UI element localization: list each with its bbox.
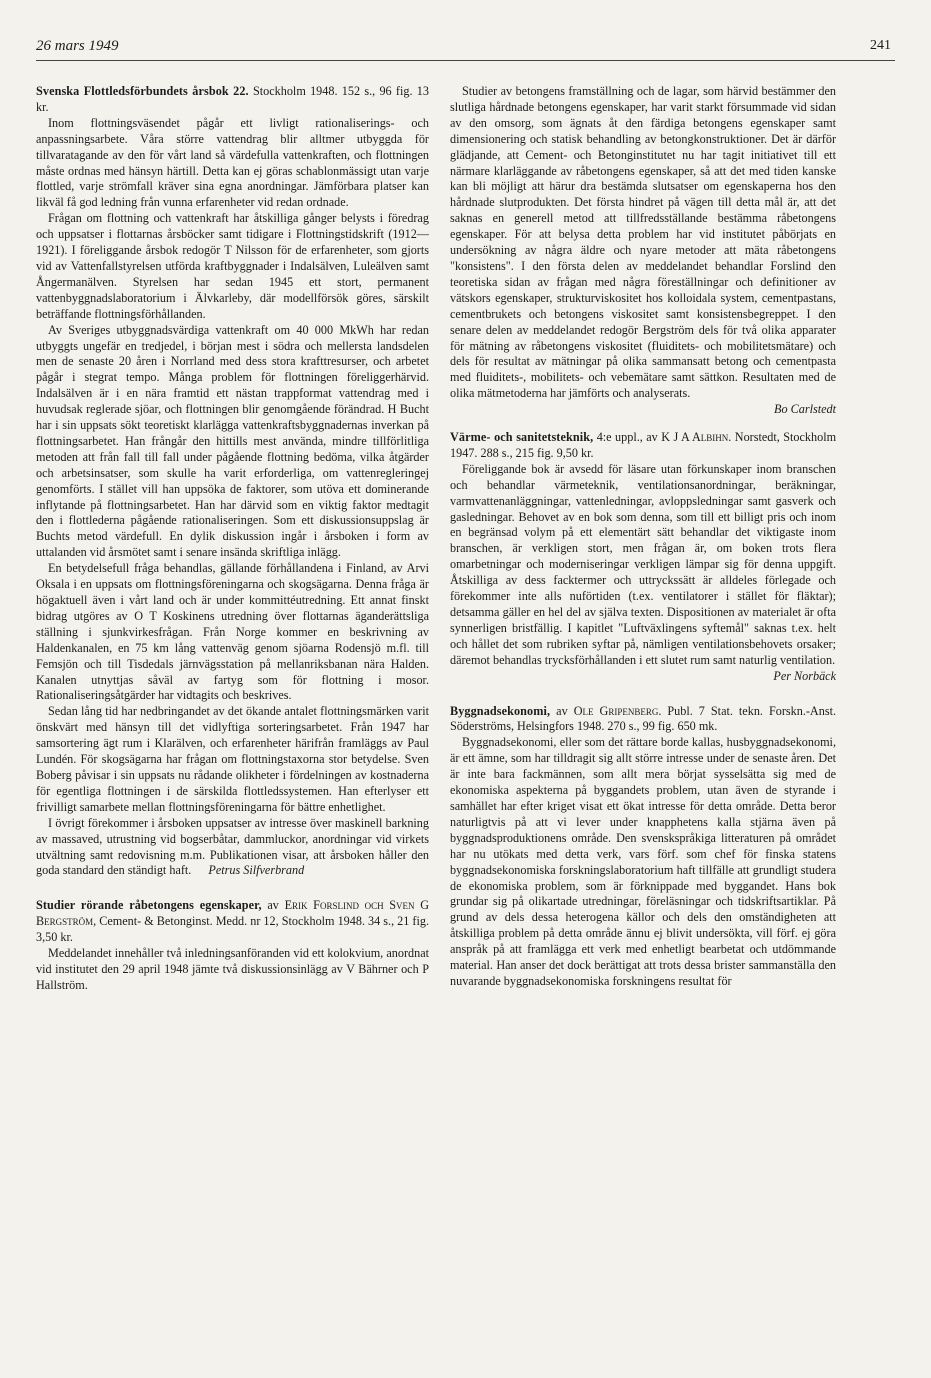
review-paragraph bbox=[36, 816, 429, 880]
issue-date: 26 mars 1949 bbox=[36, 38, 119, 54]
review-citation: Stockholm 1948. 152 s., 96 fig. 13 kr. bbox=[36, 84, 429, 114]
review-heading bbox=[450, 430, 836, 462]
review-title: Svenska Flottledsförbundets årsbok 22. bbox=[36, 84, 249, 98]
review-citation: Norstedt, Stockholm 1947. 288 s., 215 fig. 9,50 kr. bbox=[450, 430, 837, 460]
review-authors: Ole Gripenberg. bbox=[573, 703, 662, 718]
review-paragraph: Studier av betongens framställning och de lagar, som härvid bestämmer den slutliga hårdnade betongens egenskaper, har varit starkt försummade vid sidan av den omsorg, som ägnats åt den färdiga betongens egenskaper samt dimensionering och statisk behandling av betongkonstruktioner. Det är därför glädjande, att Cement- och Betonginstitutet nu har tagit initiativet till ett närmare klarläggande av råbetongens egenskaper, så att det med tiden kanske kan bli möjligt att härur dra bestämda slutsatser om egenskaperna hos den hårdnade slutprodukten. Det första hindret på vägen till detta mål är, att det saknas en generell metod att tillfredsställande bestämma råbetongens egenskaper. För att belysa detta problem har vid institutet påbörjats en undersökning av några äldre och nyare metoder att mäta råbetongens "konsistens". I den första delen av meddelandet behandlar Forslind den teoretiska sidan av frågan med några föreställningar och definitioner av vätskors egenskaper, strukturviskositet hos kolloidala system, cementpastans, cementbrukets och betongens viskositet samt konsistensbegreppet. I den senare delen av meddelandet redogör Bergström dels för två olika apparater för mätning av råbetongens viskositet (fluiditets- och mobilitetsmätare) och dels för resultat av mätningar på olika sammansatt betong och cementpasta med fluiditets-, mobilitets- och vebemätare samt sättkon. Resultaten med de olika mätmetoderna har jämförts och analyserats. bbox=[450, 84, 836, 401]
running-header bbox=[36, 36, 895, 61]
right-column bbox=[450, 84, 836, 990]
review-paragraph: Frågan om flottning och vattenkraft har åtskilliga gånger belysts i föredrag och uppsatser i flottarnas årsböcker samt tidigare i Flottningstidskrift (1912—1921). I föreliggande årsbok redogör T Nilsson för de erfarenheter, som gjorts vid av Vattenfallstyrelsen utförda kraftbyggnader i Indalsälven, Luleälven samt Ångermanälven. Styrelsen har sedan 1945 ett stort, permanent vattenbyggnadslaboratorium i Älvkarleby, där modellförsök göres, särskilt beträffande flottningsförhållanden. bbox=[36, 211, 429, 321]
signature-line bbox=[450, 669, 836, 685]
review-paragraph: En betydelsefull fråga behandlas, gällande förhållandena i Finland, av Arvi Oksala i en uppsats om flottningsföreningarna och skogsägarna. Denna fråga är högaktuell även i vårt land och är under kommittéutredning. Ett annat finskt bidrag utgöres av O T Koskinens utredning över flottarnas äganderättsliga ställning i sjunkvirkesfrågan. Från Norge kommer en beskrivning av Haldenkanalen, en 75 km lång vattenväg genom sjöarna Rodensjö m.fl. till Femsjön och till Tisdedals järnvägsstation på mellanriksbanan nära Halden. Kanalen utnyttjas såväl av fartyg som för flottning i mosor. Rationaliseringsåtgärder har vidtagits och beskrives. bbox=[36, 561, 429, 703]
review-heading bbox=[450, 704, 836, 736]
review-title: Byggnadsekonomi, bbox=[450, 703, 551, 718]
signature-line bbox=[450, 402, 836, 418]
review-heading bbox=[36, 84, 429, 116]
review-paragraph: Sedan lång tid har nedbringandet av det ökande antalet flottningsmärken varit önskvärt med hänsyn till det vidlyftiga sorteringsarbetet. Från 1947 har samsortering ägt rum i Klarälven, och erfarenheter härifrån framläggs av Paul Lundén. För skogsägarna har frågan om flottningstaxorna stor betydelse. Sven Boberg påvisar i sin uppsats nu rådande olikheter i fördelningen av kostnaderna för egentliga flottningen i de särskilda flottledssystemen. Han efterlyser ett frivilligt samarbete mellan flottningsföreningarna för bättre enhetlighet. bbox=[36, 704, 429, 814]
page-number: 241 bbox=[870, 38, 891, 53]
review-citation-prefix: av bbox=[556, 703, 568, 718]
review-paragraph: Inom flottningsväsendet pågår ett livligt rationaliserings- och anpassningsarbete. Våra större vattendrag blir alltmer utbyggda för tillvaratagande av den för vårt land så värdefulla vattenkraften, och flottningen måste ordnas med hänsyn härtill. Detta kan ej göras schablonmässigt utan varje flottled, varje strömfall kräver sina egna anordningar. Jämförbara platser kan likväl få god ledning från vunna erfarenheter vid redan ordnade. bbox=[36, 115, 429, 210]
review-paragraph: Byggnadsekonomi, eller som det rättare borde kallas, husbyggnadsekonomi, är ett ämne, som har tilldragit sig allt större intresse under de senaste åren. Det är inte bara fackmännen, som allt mera börjat sysselsätta sig med de ekonomiska aspekterna på byggandets problem, utan även de styrande i samhället har efter kriget visat ett ökat intresse för detta område. Detta beror naturligtvis på att vi lever under knapphetens kalla stjärna även på byggnadsproduktionens område. Den svenskspråkiga litteraturen på området har nu utökats med detta verk, vars förf. som chef för finska statens byggnadsekonomiska forskningslaboratorium haft tillfälle att grundligt studera de ekonomiska problem, som är förknippade med byggandet. Hans bok grundar sig på olikartade utredningar, föreläsningar och tidskriftsartiklar. På grund av dels dessa heterogena källor och dels den omständigheten att åtskilliga problem på detta område ännu ej blivit undersökta, vill förf. ej göra anspråk på att framlägga ett verk med enhetligt bearbetat och utdömmande material. Han anser det dock berättigat att trots dessa brister sammanställa den nuvarande byggnadsekonomiska forskningens resultat för bbox=[450, 735, 836, 988]
reviewer-signature: Petrus Silfverbrand bbox=[208, 863, 305, 878]
review-title: Värme- och sanitetsteknik, bbox=[450, 430, 594, 445]
review-heading bbox=[36, 898, 429, 946]
review-citation-prefix: 4:e uppl., av bbox=[596, 430, 658, 445]
review-citation: Publ. 7 Stat. tekn. Forskn.-Anst. Söderströms, Helsingfors 1948. 270 s., 99 fig. 650 mk. bbox=[450, 703, 837, 734]
review-authors: Erik Forslind och Sven G Bergström, bbox=[36, 898, 430, 929]
review-paragraph: Föreliggande bok är avsedd för läsare utan förkunskaper inom branschen och behandlar värmeteknik, ventilationsanordningar, beräkningar, varmvattenanläggningar, vattenledningar, avloppsledningar samt gasverk och gasledningar. Behovet av en bok som denna, som till ett billigt pris och inom en begränsad volym på ett elementärt sätt behandlar det viktigaste inom branschen, är verkligen stort, men frågan är, om boken trots flera omarbetningar och moderniseringar verkligen lämpar sig för denna uppgift. Åtskilliga av dess facktermer och uttryckssätt är alldeles förlegade och förekommer inte alls nuförtiden (t.ex. ventilatorer i stället för fläktar); detsamma gäller en hel del av själva texten. Dispositionen av materialet är ofta synnerligen bristfällig. I kapitlet "Luftväxlingens syftemål" saknas t.ex. helt och hållet det som rubriken syftar på, nämligen ventilationsbehovets orsaker; däremot behandlas trycksförhållanden i ett slutet rum samt naturlig ventilation. bbox=[450, 461, 836, 667]
review-citation: Cement- & Betonginst. Medd. nr 12, Stockholm 1948. 34 s., 21 fig. 3,50 kr. bbox=[36, 914, 430, 945]
review-paragraph-text: I övrigt förekommer i årsboken uppsatser av intresse över maskinell barkning av massaved, utrustning vid bogserbåtar, dammluckor, anordningar vid virkets utvältning samt redovisning m.m. Publikationen visar, att årsboken håller den goda standard den ständigt haft. bbox=[36, 815, 429, 878]
left-column bbox=[36, 84, 429, 994]
review-title: Studier rörande råbetongens egenskaper, bbox=[36, 898, 262, 913]
review-paragraph: Meddelandet innehåller två inledningsanföranden vid ett kolokvium, anordnat vid institutet den 29 april 1948 jämte två diskussionsinlägg av V Bährner och P Hallström. bbox=[36, 946, 429, 992]
review-paragraph: Av Sveriges utbyggnadsvärdiga vattenkraft om 40 000 MkWh har redan utbyggts ungefär en tredjedel, i början mest i södra och mellersta landsdelen men de senaste 20 åren i Norrland med dess stora krafttresurser, och arbetet pågår i stegrat tempo. Många problem för flottningen föreliggerhärvid. Indalsälven är i en nära framtid ett nästan trappformat vattendrag med i huvudsak reglerade sjöar, och flottningen blir genomgående förändrad. H Bucht har i sin uppsats sökt teoretiskt klarlägga vattenkraftsbyggnadernas inverkan på flottningsarbetet. Han frångår den hittills mest använda, mindre tillförlitliga metoden att från fall till fall under pågående flottning bedöma, vilka åtgärder och arbetsinsatser, som skulle ha varit erforderliga, om vattenregleringej genomförts. I stället vill han uppsöka de faktorer, som utöva ett dominerande inflytande på flottningsarbetet. Han har därvid som en viktig faktor medtagit den i flottlederna pågående rationaliseringen. Som ett diskussionsuppslag är Buchts metod värdefull. En dylik diskussion ingår i årsboken i form av uttalanden vid årsmötet samt i senare insända skriftliga inlägg. bbox=[36, 322, 429, 560]
review-authors: K J A Albihn. bbox=[661, 430, 732, 445]
reviewer-signature: Bo Carlstedt bbox=[774, 402, 836, 417]
review-citation-prefix: av bbox=[267, 898, 279, 913]
reviewer-signature: Per Norbäck bbox=[773, 668, 836, 683]
